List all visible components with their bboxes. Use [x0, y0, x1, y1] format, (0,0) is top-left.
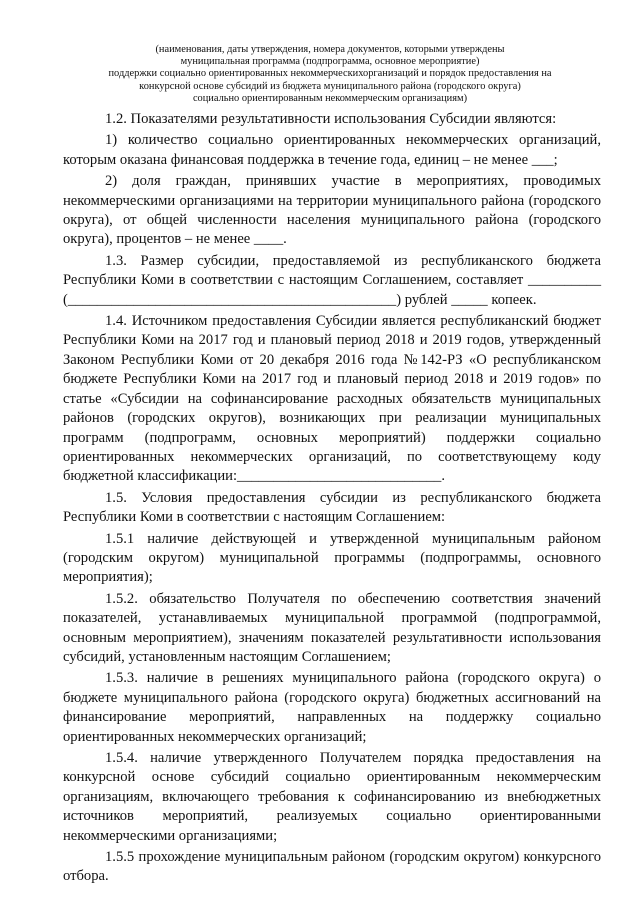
- paragraph-1-5: 1.5. Условия предоставления субсидии из республиканского бюджета Республики Коми в соответствии с настоящим Соглашением:: [63, 489, 601, 526]
- paragraph-1-5-5: 1.5.5 прохождение муниципальным районом (городским округом) конкурсного отбора.: [63, 849, 601, 885]
- paragraph-indicator-2: 2) доля граждан, принявших участие в мероприятиях, проводимых некоммерческими организациями на территории муниципального района (городского округа), от общей численности населения муниципального района (городского округа), процентов – не менее ____.: [63, 173, 601, 248]
- document-body: [63, 110, 601, 889]
- paragraph-1-5-1: 1.5.1 наличие действующей и утвержденной муниципальным районом (городским округом) муниципальной программы (подпрограммы, основного мероприятия);: [63, 530, 601, 586]
- header-note-line: муниципальная программа (подпрограмма, основное мероприятие): [180, 56, 480, 68]
- paragraph-1-3: 1.3. Размер субсидии, предоставляемой из республиканского бюджета Республики Коми в соответствии с настоящим Соглашением, составляет __________ (_____________________________________________) рублей _____ копеек.: [63, 252, 601, 308]
- header-note-line: социально ориентированным некоммерческим организациям): [192, 92, 468, 104]
- paragraph-1-5-2: 1.5.2. обязательство Получателя по обеспечению соответствия значений показателей, устанавливаемых муниципальной программой (подпрограммой, основным мероприятием), значениям показателей результативности использования субсидий, установленным настоящим Соглашением;: [63, 590, 601, 665]
- header-note-line: конкурсной основе субсидий из бюджета муниципального района (городского округа): [139, 80, 521, 92]
- paragraph-1-5-4: 1.5.4. наличие утвержденного Получателем порядка предоставления на конкурсной основе субсидий социально ориентированным некоммерческим организациям, включающего требования к софинансированию из внебюджетных источников мероприятий, реализуемых социально ориентированными некоммерческими организациями;: [63, 750, 601, 844]
- paragraph-1-4: 1.4. Источником предоставления Субсидии является республиканский бюджет Республики Коми на 2017 год и плановый период 2018 и 2019 годов, утвержденный Законом Республики Коми от 20 декабря 2016 года №142-РЗ «О республиканском бюджете Республики Коми на 2017 год и плановый период 2018 и 2019 годов» по статье «Субсидии на софинансирование расходных обязательств муниципальных районов (городских округов), возникающих при реализации муниципальных программ (подпрограмм, основных мероприятий) поддержки социально ориентированных некоммерческих организаций, по соответствующему коду бюджетной классификации:____________________________.: [63, 313, 601, 485]
- header-note-line: поддержки социально ориентированных некоммерческихорганизаций и порядок предоставления на: [108, 68, 552, 80]
- header-note: [80, 44, 580, 105]
- paragraph-1-5-3: 1.5.3. наличие в решениях муниципального района (городского округа) о бюджете муниципального района (городского округа) бюджетных ассигнований на финансирование мероприятий, направленных на поддержку социально ориентированных некоммерческих организаций;: [63, 670, 601, 745]
- paragraph-indicator-1: 1) количество социально ориентированных некоммерческих организаций, которым оказана финансовая поддержка в течение года, единиц – не менее ___;: [63, 132, 601, 168]
- header-note-line: (наименования, даты утверждения, номера документов, которыми утверждены: [155, 44, 505, 55]
- paragraph-1-2: 1.2. Показателями результативности использования Субсидии являются:: [105, 111, 557, 127]
